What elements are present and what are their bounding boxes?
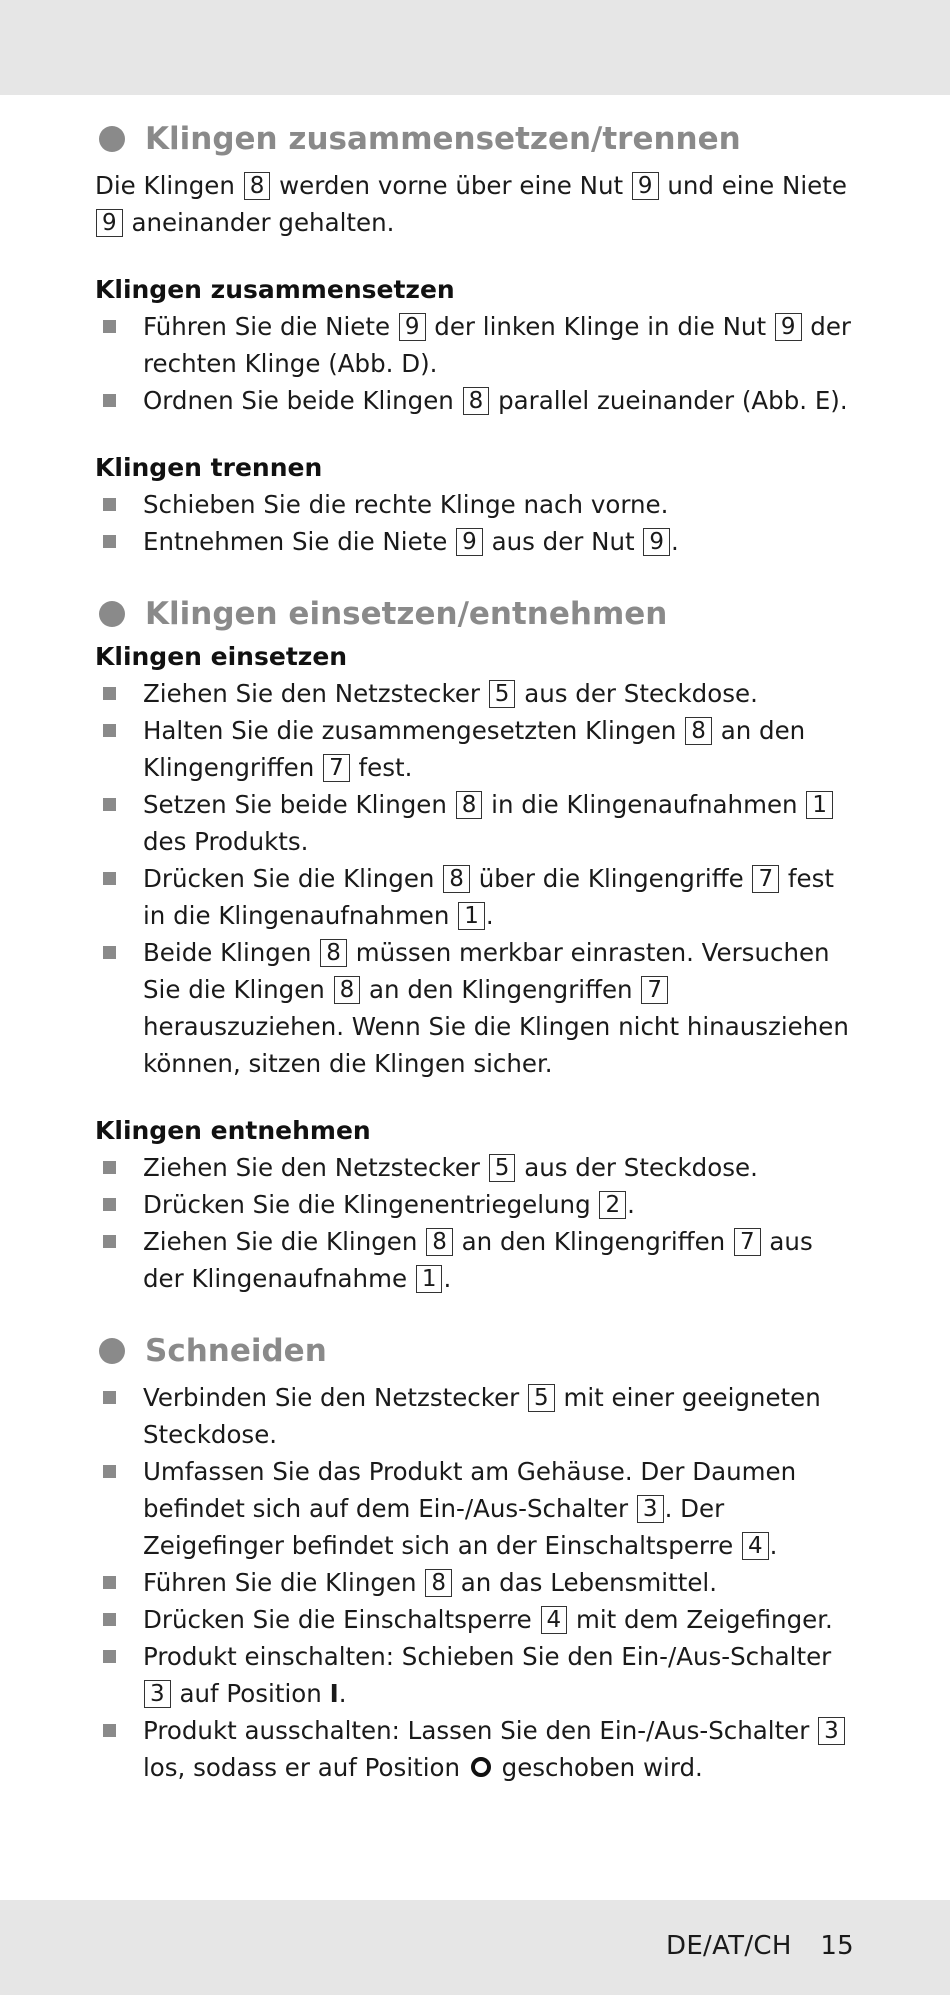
text: Beide Klingen [143, 938, 312, 967]
text: Produkt einschalten: Schieben Sie den Ein-/Aus-Schalter [143, 1642, 832, 1671]
reference-number: 8 [320, 939, 347, 967]
text: . [769, 1531, 778, 1560]
list-item [95, 786, 855, 860]
reference-number: 8 [425, 1569, 452, 1597]
reference-number: 2 [599, 1191, 626, 1219]
square-bullet-icon [103, 946, 116, 959]
reference-number: 3 [144, 1680, 171, 1708]
section-heading-assemble-separate [95, 115, 855, 163]
reference-number: 7 [752, 865, 779, 893]
text: Schieben Sie die rechte Klinge nach vorne. [143, 490, 669, 519]
reference-number: 9 [632, 172, 659, 200]
text: Drücken Sie die Einschaltsperre [143, 1605, 532, 1634]
list-item [95, 523, 855, 560]
list-item [95, 1453, 855, 1564]
steps-list [95, 1379, 855, 1786]
text: Führen Sie die Klingen [143, 1568, 417, 1597]
section-heading-insert-remove [95, 590, 855, 638]
reference-number: 4 [541, 1606, 568, 1634]
square-bullet-icon [103, 1161, 116, 1174]
text: müssen merkbar einrasten. Versuchen Sie die Klingen [143, 938, 830, 1004]
text: an das Lebensmittel. [460, 1568, 717, 1597]
square-bullet-icon [103, 1650, 116, 1663]
text: los, sodass er auf Position [143, 1753, 461, 1782]
section-title: Klingen zusammensetzen/trennen [145, 121, 741, 157]
text: mit einer geeigneten Steckdose. [143, 1383, 821, 1449]
square-bullet-icon [103, 535, 116, 548]
text: der rechten Klinge (Abb. D). [143, 312, 851, 378]
square-bullet-icon [103, 1198, 116, 1211]
square-bullet-icon [103, 1613, 116, 1626]
square-bullet-icon [103, 724, 116, 737]
text: . [671, 527, 679, 556]
reference-number: 3 [818, 1717, 845, 1745]
text: Ziehen Sie den Netzstecker [143, 1153, 480, 1182]
text: aus der Steckdose. [524, 679, 758, 708]
subheading-assemble: Klingen zusammensetzen [95, 275, 455, 304]
text: Ziehen Sie die Klingen [143, 1227, 418, 1256]
text: auf Position [179, 1679, 322, 1708]
reference-number: 7 [734, 1228, 761, 1256]
text: in die Klingenaufnahmen [491, 790, 798, 819]
text: mit dem Zeigefinger. [575, 1605, 833, 1634]
steps-list [95, 486, 855, 560]
list-item [95, 712, 855, 786]
square-bullet-icon [103, 1235, 116, 1248]
page-footer [666, 1931, 854, 1961]
text: . [443, 1264, 452, 1293]
list-item [95, 382, 855, 419]
page-number: 15 [820, 1931, 854, 1961]
reference-number: 8 [463, 387, 490, 415]
subheading-remove: Klingen entnehmen [95, 1116, 371, 1145]
square-bullet-icon [103, 798, 116, 811]
list-item [95, 308, 855, 382]
text: Drücken Sie die Klingenentriegelung [143, 1190, 591, 1219]
text: an den Klingengriffen [369, 975, 633, 1004]
text: Ziehen Sie den Netzstecker [143, 679, 480, 708]
text: . [627, 1190, 635, 1219]
text: Entnehmen Sie die Niete [143, 527, 448, 556]
text: aus der Nut [491, 527, 635, 556]
bullet-circle-icon [99, 1338, 125, 1364]
reference-number: 5 [489, 1154, 516, 1182]
text: der linken Klinge in die Nut [434, 312, 767, 341]
position-on-symbol: I [329, 1679, 339, 1708]
list-item [95, 1638, 855, 1712]
reference-number: 4 [742, 1532, 769, 1560]
reference-number: 8 [443, 865, 470, 893]
list-item [95, 675, 855, 712]
square-bullet-icon [103, 1576, 116, 1589]
text: parallel zueinander (Abb. E). [498, 386, 848, 415]
list-item [95, 486, 855, 523]
text: des Produkts. [143, 827, 309, 856]
reference-number: 3 [637, 1495, 664, 1523]
square-bullet-icon [103, 1724, 116, 1737]
text: Drücken Sie die Klingen [143, 864, 435, 893]
text: . Der Zeigefinger befindet sich an der Einschaltsperre [143, 1494, 734, 1560]
text: über die Klingengriffe [478, 864, 744, 893]
section-title: Schneiden [145, 1333, 327, 1369]
reference-number: 7 [323, 754, 350, 782]
reference-number: 9 [399, 313, 426, 341]
section-title: Klingen einsetzen/entnehmen [145, 596, 668, 632]
square-bullet-icon [103, 1465, 116, 1478]
reference-number: 7 [641, 976, 668, 1004]
section-heading-cutting [95, 1327, 855, 1375]
bullet-circle-icon [99, 601, 125, 627]
reference-number: 1 [806, 791, 833, 819]
list-item [95, 1186, 855, 1223]
reference-number: 9 [456, 528, 483, 556]
reference-number: 8 [334, 976, 361, 1004]
text: Halten Sie die zusammengesetzten Klingen [143, 716, 677, 745]
footer-region: DE/AT/CH [666, 1931, 792, 1961]
text: werden vorne über eine Nut [279, 171, 624, 200]
text: Verbinden Sie den Netzstecker [143, 1383, 520, 1412]
text: Umfassen Sie das Produkt am Gehäuse. Der Daumen befindet sich auf dem Ein-/Aus-Schalter [143, 1457, 797, 1523]
list-item [95, 1149, 855, 1186]
reference-number: 8 [685, 717, 712, 745]
steps-list [95, 308, 855, 419]
steps-list [95, 1149, 855, 1297]
text: Produkt ausschalten: Lassen Sie den Ein-/Aus-Schalter [143, 1716, 810, 1745]
square-bullet-icon [103, 394, 116, 407]
text: Führen Sie die Niete [143, 312, 391, 341]
header-band [0, 0, 950, 95]
position-off-icon [471, 1757, 491, 1777]
intro-paragraph [95, 167, 855, 241]
subheading-separate: Klingen trennen [95, 453, 323, 482]
reference-number: 1 [458, 902, 485, 930]
square-bullet-icon [103, 687, 116, 700]
text: fest in die Klingenaufnahmen [143, 864, 834, 930]
text: herauszuziehen. Wenn Sie die Klingen nicht hinausziehen können, sitzen die Klingen sicher. [143, 1012, 849, 1078]
text: . [338, 1679, 347, 1708]
reference-number: 5 [489, 680, 516, 708]
text: . [485, 901, 494, 930]
text: an den Klingengriffen [461, 1227, 726, 1256]
text: aneinander gehalten. [131, 208, 395, 237]
steps-list [95, 675, 855, 1082]
text: Die Klingen [95, 171, 235, 200]
list-item [95, 934, 855, 1082]
square-bullet-icon [103, 1391, 116, 1404]
list-item [95, 1379, 855, 1453]
text: und eine Niete [667, 171, 847, 200]
text: an den Klingengriffen [143, 716, 806, 782]
square-bullet-icon [103, 498, 116, 511]
reference-number: 9 [775, 313, 802, 341]
text: geschoben wird. [501, 1753, 703, 1782]
reference-number: 8 [456, 791, 483, 819]
subheading-insert: Klingen einsetzen [95, 642, 348, 671]
reference-number: 1 [416, 1265, 443, 1293]
reference-number: 5 [528, 1384, 555, 1412]
square-bullet-icon [103, 320, 116, 333]
list-item [95, 860, 855, 934]
list-item [95, 1223, 855, 1297]
text: Setzen Sie beide Klingen [143, 790, 447, 819]
page-content [95, 115, 855, 1786]
text: fest. [358, 753, 413, 782]
list-item [95, 1564, 855, 1601]
text: Ordnen Sie beide Klingen [143, 386, 454, 415]
reference-number: 8 [426, 1228, 453, 1256]
list-item [95, 1712, 855, 1786]
text: aus der Klingenaufnahme [143, 1227, 813, 1293]
square-bullet-icon [103, 872, 116, 885]
reference-number: 9 [96, 209, 123, 237]
text: aus der Steckdose. [524, 1153, 758, 1182]
bullet-circle-icon [99, 126, 125, 152]
reference-number: 8 [244, 172, 271, 200]
list-item [95, 1601, 855, 1638]
reference-number: 9 [643, 528, 670, 556]
